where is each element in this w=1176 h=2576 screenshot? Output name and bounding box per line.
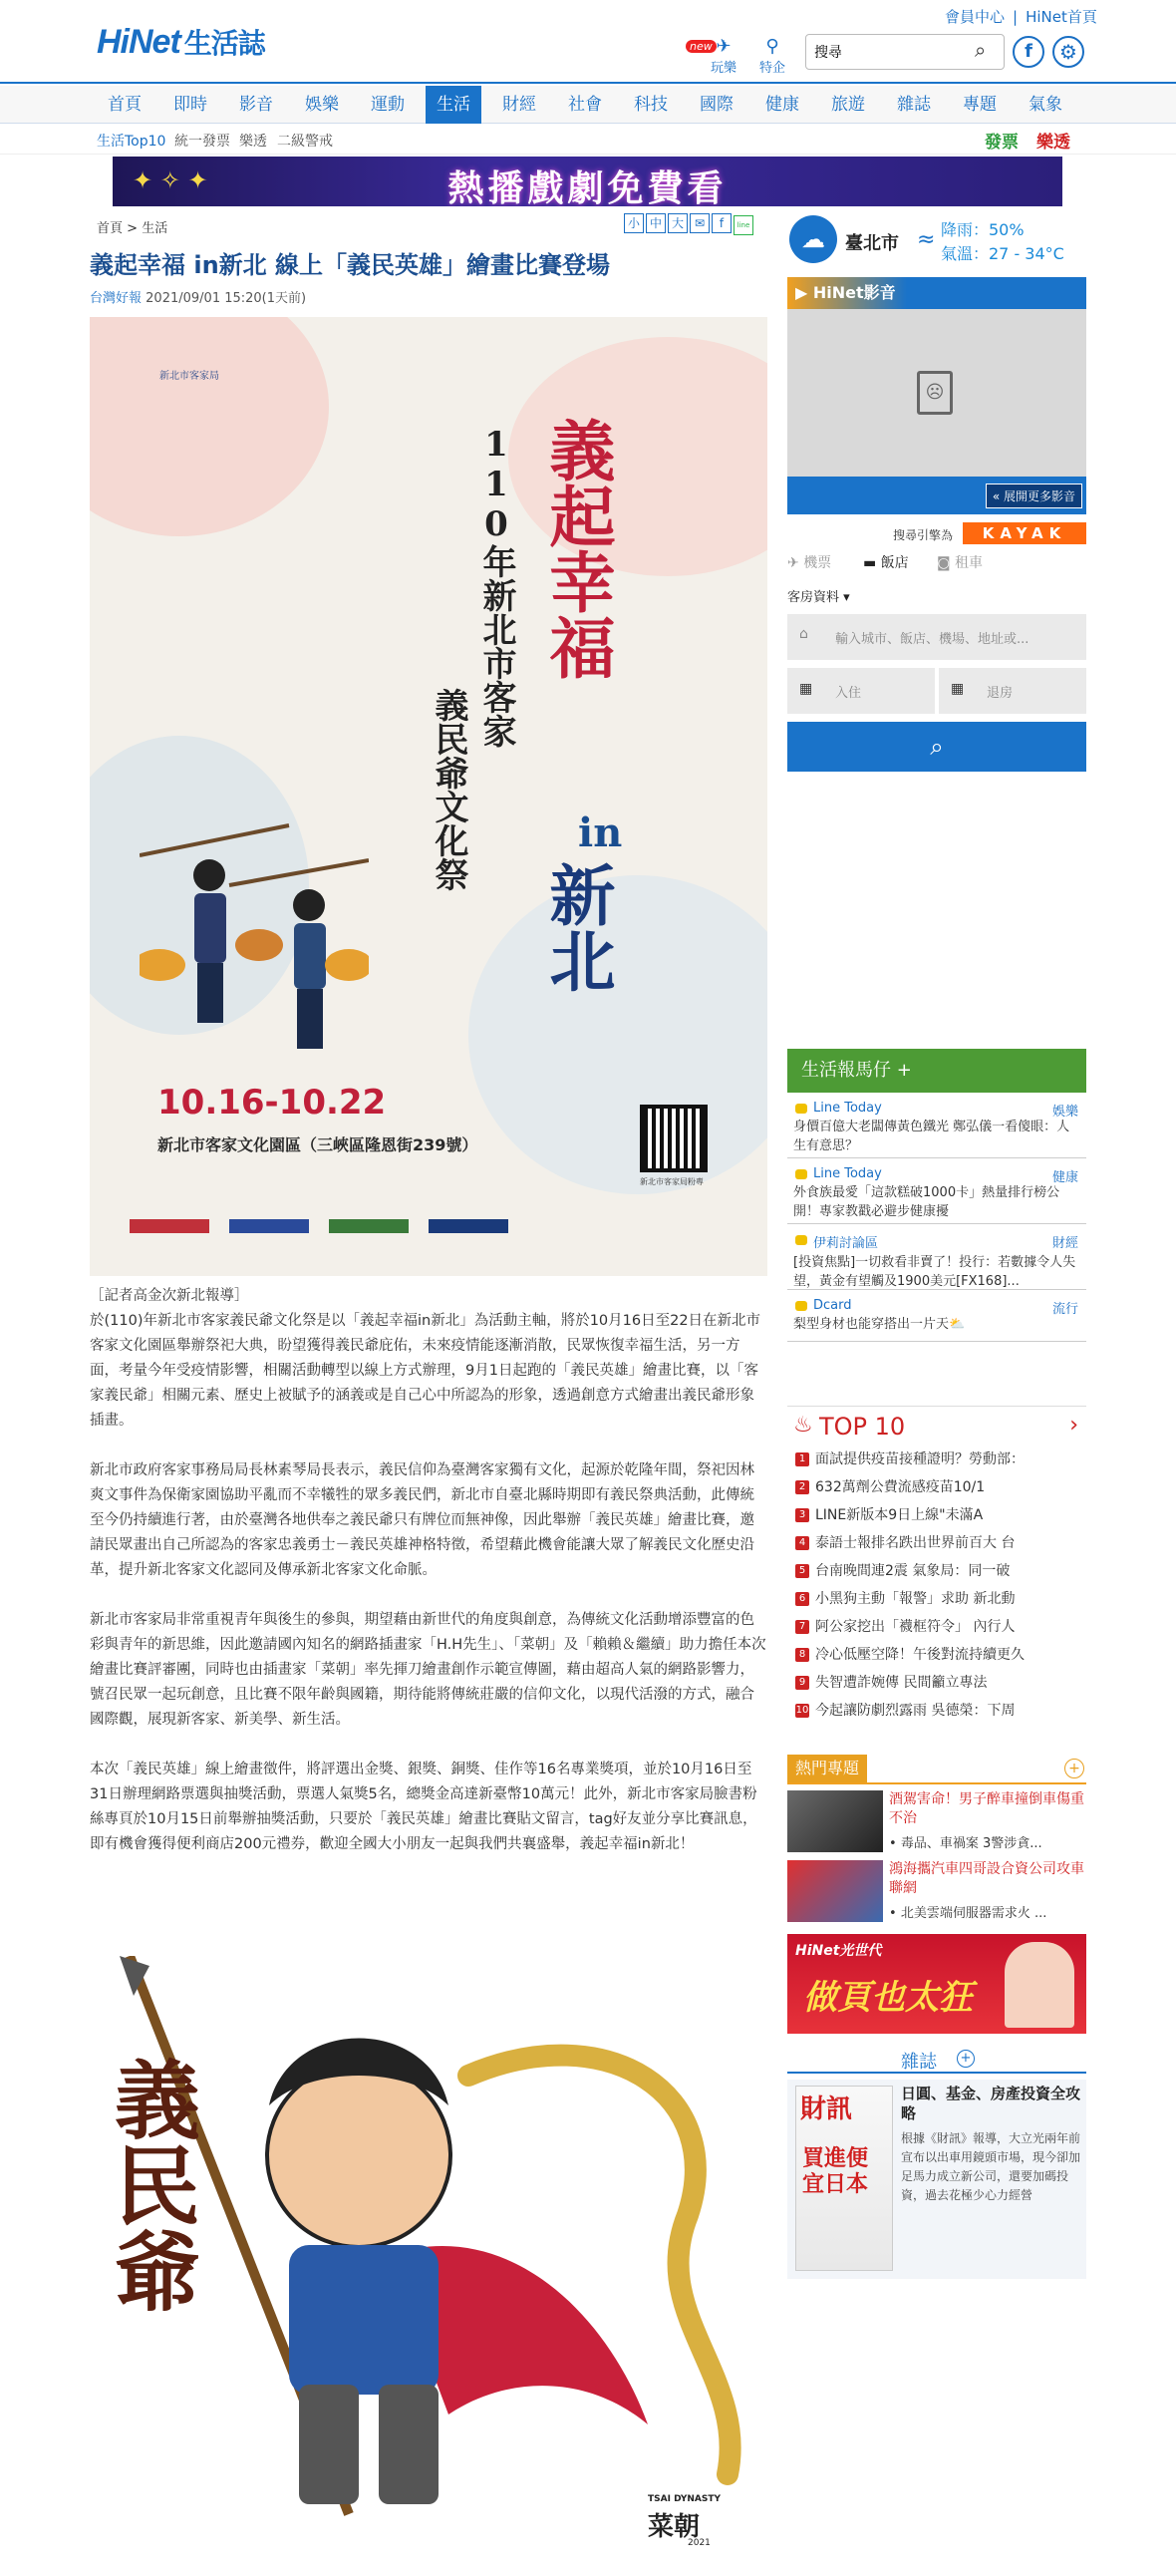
poster-sponsor-logos (130, 1214, 728, 1238)
illus-year: 2021 (688, 2538, 711, 2548)
top10-text: LINE新版本9日上線"未滿A (815, 1507, 984, 1523)
news-source: 伊莉討論區 (793, 1232, 1080, 1251)
rank-badge: 10 (795, 1705, 809, 1716)
more-videos-button[interactable]: « 展開更多影音 (986, 483, 1082, 508)
poster-org: 新北市客家局 (159, 371, 219, 382)
nav-item-intl[interactable]: 國際 (700, 95, 734, 115)
illus-signature: 菜朝 (648, 2512, 701, 2542)
breadcrumb-home[interactable]: 首頁 (97, 221, 124, 236)
top-links: 會員中心 | HiNet首頁 (945, 8, 1097, 26)
flame-icon: ♨ (793, 1413, 813, 1438)
search-icon: ⌕ (930, 733, 944, 761)
hot-topics-panel (787, 1755, 1086, 1930)
play-label: 玩樂 (710, 61, 736, 76)
news-text: [投資焦點]一切救看非賣了！投行：若數據令人失望，黃金有望觸及1900美元[FX168]... (793, 1255, 1076, 1289)
cars-label: 租車 (955, 555, 984, 571)
article-paragraph: 本次「義民英雄」線上繪畫徵件，將評選出金獎、銀獎、銅獎、佳作等16名專業獎項，並於10月16日至31日辦理網路票選與抽獎活動，票選人氣獎5名，總獎金高達新臺幣10萬元！此外，新北市客家局臉書粉絲專頁於10月15日前舉辦抽獎活動，只要於「義民英雄」繪畫比賽貼文留言，tag好友並分享比賽訊息，即有機會獲得便利商店200元禮券，歡迎全國大小朋友一起與我們共襄盛舉，義起幸福in新北！ (90, 1762, 757, 1852)
list-item[interactable] (787, 1613, 1086, 1641)
illus-sig-sub: TSAI DYNASTY (648, 2494, 722, 2504)
weather-city: 臺北市 (845, 233, 899, 254)
waves-icon: ≈ (917, 227, 936, 252)
top10-text: 泰語士報排名跌出世界前百大 台 (815, 1535, 1016, 1551)
logo-subtext: 生活誌 (183, 28, 265, 59)
poster-title-2: 新北 (538, 861, 616, 993)
play-link[interactable] (706, 36, 741, 76)
hotels-label: 飯店 (880, 555, 909, 571)
cars-tab[interactable] (937, 552, 983, 572)
special-label: 特企 (758, 61, 785, 76)
flights-tab[interactable] (787, 552, 831, 572)
nav-item-ent[interactable]: 娛樂 (305, 95, 339, 115)
location-icon: ⌂ (799, 626, 808, 642)
top10-text: 失智遭詐婉傳 民間籲立專法 (815, 1675, 988, 1691)
list-item[interactable] (787, 1557, 1086, 1585)
poster-figures-illustration (140, 815, 369, 1075)
hot-topic-thumbnail (787, 1860, 883, 1922)
special-link[interactable] (754, 36, 790, 76)
qr-code[interactable] (640, 1105, 708, 1172)
rank-badge: 5 (795, 1564, 809, 1578)
article-datetime: 2021/09/01 15:20(1天前) (146, 291, 307, 306)
banner-text: 熱播戲劇免費看 (447, 168, 728, 206)
rank-badge: 2 (795, 1480, 809, 1494)
popcorn-icon: ✦ ✧ ✦ (133, 166, 208, 194)
guest-label: 客房資料 (787, 590, 840, 605)
poster-decor (90, 317, 329, 536)
kayak-search-widget (787, 522, 1086, 782)
video-header (787, 277, 1086, 309)
weather-rain: 降雨：50% (941, 220, 1025, 239)
hot-topic-headline: 酒駕害命！男子醉車撞倒車傷重不治 (889, 1791, 1084, 1826)
bullet-icon: • (889, 1836, 901, 1851)
breadcrumb-life[interactable]: 生活 (142, 221, 168, 236)
nav-item-finance[interactable]: 財經 (502, 95, 536, 115)
article-body (90, 1284, 767, 1882)
line-share-icon[interactable]: line (734, 215, 753, 235)
magazine-item[interactable] (787, 2080, 1086, 2279)
news-text: 身價百億大老闆傳黃色鐵光 鄭弘儀一看傻眼：人生有意思？ (793, 1120, 1070, 1153)
breadcrumb-sep: > (127, 221, 139, 236)
logo-text: HiNet (97, 23, 180, 61)
list-item[interactable] (787, 1093, 1086, 1158)
list-item[interactable] (787, 1473, 1086, 1501)
magazine-header (787, 2044, 1086, 2074)
news-category: 健康 (1051, 1170, 1078, 1185)
subnav-top10[interactable]: 生活Top10 (97, 134, 166, 150)
ad2-person (1005, 1942, 1074, 2028)
nav-item-weather[interactable]: 氣象 (1029, 95, 1062, 115)
gear-icon[interactable]: ⚙ (1052, 36, 1084, 68)
hot-topic-thumbnail (787, 1790, 883, 1852)
rank-badge: 8 (795, 1648, 809, 1662)
top10-text: 冷心低壓空降！午後對流持續更久 (815, 1647, 1025, 1663)
rank-badge: 3 (795, 1508, 809, 1522)
poster-decor (468, 875, 767, 1194)
mail-icon[interactable]: ✉ (690, 213, 710, 233)
facebook-icon[interactable]: f (1013, 36, 1044, 68)
subnav-lottery[interactable]: 樂透 (239, 134, 267, 150)
news-category: 流行 (1051, 1302, 1078, 1317)
hot-topic-sub (889, 1902, 1086, 1921)
nav-item-home[interactable]: 首頁 (108, 95, 142, 115)
hot-topic-headline: 鴻海攜汽車四哥設合資公司攻車聯網 (889, 1861, 1084, 1896)
hot-topic-sub-text: 北美雲端伺服器需求火 ... (900, 1906, 1047, 1921)
hot-topics-title: 熱門專題 (787, 1755, 867, 1782)
poster-subtitle-1: 110年新北市客家 (476, 425, 516, 748)
rank-badge: 9 (795, 1676, 809, 1690)
chevron-right-icon[interactable]: › (1069, 1413, 1078, 1438)
ad2-main: 做頁也太狂 (803, 1978, 973, 2018)
cover-brand: 財訊 (800, 2094, 853, 2124)
sub-nav (0, 125, 1176, 155)
magazine-cover (795, 2086, 893, 2271)
main-nav (0, 86, 1176, 124)
list-item[interactable] (787, 1290, 1086, 1342)
poster-title-1: 義起幸福 (538, 417, 616, 680)
poster-subtitle-2: 義民爺文化祭 (429, 688, 468, 891)
illus-big-text: 義民爺 (100, 2056, 200, 2313)
video-title: HiNet影音 (812, 283, 896, 302)
calendar-icon: ▦ (951, 681, 965, 697)
ad2-top: HiNet光世代 (795, 1943, 882, 1959)
yimin-hero-illustration (90, 1956, 767, 2576)
checkout-label: 退房 (987, 686, 1014, 701)
font-small-button[interactable]: 小 (624, 213, 644, 233)
poster-title-in: in (578, 809, 623, 856)
magazine-panel (787, 2044, 1086, 2279)
list-item[interactable] (787, 1790, 1086, 1860)
top10-text: 今起讓防劇烈露雨 吳德榮：下周 (815, 1703, 1016, 1719)
top10-header (787, 1406, 1086, 1446)
play-icon: ▶ (795, 283, 813, 302)
top10-panel (787, 1406, 1086, 1725)
destination-field[interactable] (787, 614, 1086, 660)
lottery-logo[interactable]: 樂透 (1036, 133, 1070, 153)
invoice-logo[interactable]: 發票 (985, 133, 1019, 153)
hot-topic-sub (889, 1832, 1086, 1851)
plane-icon: ✈ (787, 555, 804, 571)
nav-item-tech[interactable]: 科技 (634, 95, 668, 115)
article-source[interactable]: 台灣好報 (90, 291, 143, 306)
subnav-alert[interactable]: 二級警戒 (277, 134, 333, 150)
kayak-logo[interactable]: KAYAK (963, 522, 1086, 544)
list-item[interactable] (787, 1446, 1086, 1473)
cover-headline: 買進便宜日本 (802, 2146, 869, 2197)
top10-text: 面試提供疫苗接種證明？勞動部： (815, 1451, 1025, 1467)
article-paragraph: 新北市政府客家事務局局長林素琴局長表示，義民信仰為臺灣客家獨有文化，起源於乾隆年間，祭祀因林爽文事件為保衛家園協助平亂而不幸犧牲的眾多義民們，新北市自臺北縣時期即有義民祭典活動，此傳統至今仍持續進行著，由於臺灣各地供奉之義民爺只有牌位而無神像，因此舉辦「義民英雄」繪畫比賽，邀請民眾畫出自己所認為的客家忠義勇士－義民英雄神格特徵，希望藉此機會能讓大眾了解義民文化歷史沿革，提升新北客家文化認同及傳承新北客家文化命脈。 (90, 1462, 754, 1578)
nav-item-sport[interactable]: 運動 (371, 95, 405, 115)
facebook-share-icon[interactable]: f (712, 213, 732, 233)
top10-text: 阿公家挖出「襪框符令」 內行人 (815, 1619, 1016, 1635)
checkin-label: 入住 (835, 686, 862, 701)
nav-item-video[interactable]: 影音 (239, 95, 273, 115)
list-item[interactable] (787, 1669, 1086, 1697)
news-source: Line Today (793, 1166, 1080, 1181)
checkout-field[interactable] (939, 668, 1086, 714)
drama-ad-banner[interactable] (113, 157, 1062, 206)
guest-selector[interactable]: 客房資料 ▾ (787, 590, 850, 605)
magazine-headline: 日圓、基金、房產投資全攻略 (901, 2085, 1081, 2122)
site-logo[interactable] (97, 22, 265, 62)
list-item[interactable] (787, 1529, 1086, 1557)
nav-item-topics[interactable]: 專題 (963, 95, 997, 115)
top10-title: TOP 10 (819, 1413, 906, 1441)
plus-icon[interactable]: + (1064, 1759, 1084, 1778)
destination-placeholder: 輸入城市、飯店、機場、地址或... (835, 632, 1029, 647)
rank-badge: 6 (795, 1592, 809, 1606)
plane-icon: ✈ (716, 36, 732, 57)
bullet-icon: • (889, 1906, 901, 1921)
top10-text: 632萬劑公費流感疫苗10/1 (815, 1479, 986, 1495)
kayak-search-button[interactable] (787, 722, 1086, 772)
site-header (0, 0, 1176, 84)
top10-text: 台南晚間連2震 氣象局：同一破 (815, 1563, 1011, 1579)
nav-item-health[interactable]: 健康 (765, 95, 799, 115)
article-meta (90, 287, 306, 306)
hot-topics-header (787, 1755, 1086, 1784)
poster-dates: 10.16-10.22 (157, 1083, 387, 1123)
top10-text: 小黑狗主動「報警」求助 新北動 (815, 1591, 1016, 1607)
cloud-rain-icon: ☁ (789, 215, 837, 263)
article-paragraph: 新北市客家局非常重視青年與後生的參與，期望藉由新世代的角度與創意，為傳統文化活動增添豐富的色彩與青年的新思維，因此邀請國內知名的網路插畫家「H.H先生」、「菜朝」及「賴賴＆繼續」助力擔任本次繪畫比賽評審團，同時也由插畫家「菜朝」率先揮刀繪畫創作示範宣傳圖，藉由超高人氣的網路影響力，號召民眾一起玩創意，且比賽不限年齡與國籍，期待能將傳統莊嚴的信仰文化，以現代活潑的方式，融合國際觀，展現新客家、新美學、新生活。 (90, 1612, 766, 1728)
qr-caption: 新北市客家局粉專 (640, 1177, 704, 1186)
rank-badge: 4 (795, 1536, 809, 1550)
new-badge: new (686, 40, 717, 53)
list-item[interactable] (787, 1641, 1086, 1669)
hinet-fiber-ad[interactable] (787, 1934, 1086, 2034)
font-medium-button[interactable]: 中 (646, 213, 666, 233)
checkin-field[interactable] (787, 668, 935, 714)
nav-item-society[interactable]: 社會 (568, 95, 602, 115)
broken-document-icon: ☹ (917, 371, 953, 415)
magazine-summary: 根據《財訊》報導，大立光兩年前宣布以出車用鏡頭市場，現今卻加足馬力成立新公司，還要加碼投資，過去花極少心力經營 (901, 2131, 1081, 2202)
news-category: 財經 (1051, 1236, 1078, 1251)
magazine-title: 雜誌 (901, 2052, 937, 2073)
share-bar (622, 213, 753, 235)
hotels-tab[interactable] (863, 552, 909, 572)
news-source: Line Today (793, 1101, 1080, 1116)
nav-item-travel[interactable]: 旅遊 (831, 95, 865, 115)
nav-item-life[interactable]: 生活 (426, 86, 481, 124)
life-news-panel (787, 1049, 1086, 1342)
poster-venue: 新北市客家文化園區（三峽區隆恩街239號） (157, 1135, 478, 1154)
list-item[interactable] (787, 1860, 1086, 1930)
kayak-powered: 搜尋引擎為 (893, 528, 954, 542)
life-news-header[interactable]: 生活報馬仔 + (787, 1049, 1086, 1093)
flights-label: 機票 (803, 555, 832, 571)
car-icon: ◙ (937, 555, 956, 571)
news-category: 娛樂 (1051, 1105, 1078, 1120)
article-paragraph: ［記者高金次新北報導］ (90, 1288, 249, 1304)
breadcrumb (97, 217, 167, 236)
rank-badge: 1 (795, 1452, 809, 1466)
calendar-icon: ▦ (799, 681, 813, 697)
list-item[interactable] (787, 1585, 1086, 1613)
list-item[interactable] (787, 1224, 1086, 1290)
hinet-video-widget (787, 277, 1086, 514)
subnav-invoice[interactable]: 統一發票 (174, 134, 230, 150)
article-title: 義起幸福 in新北 線上「義民英雄」繪畫比賽登場 (90, 251, 611, 279)
nav-item-live[interactable]: 即時 (173, 95, 207, 115)
news-text: 梨型身材也能穿搭出一片天⛅ (793, 1317, 966, 1332)
article-paragraph: 於(110)年新北市客家義民爺文化祭是以「義起幸福in新北」為活動主軸，將於10月16日至22日在新北市客家文化園區舉辦祭祀大典，盼望獲得義民爺庇佑，未來疫情能逐漸消散，民眾恢復幸福生活，另一方面，考量今年受疫情影響，相關活動轉型以線上方式辦理，9月1日起跑的「義民英雄」繪畫比賽，以「客家義民爺」相關元素、歷史上被賦予的涵義或是自己心中所認為的形象，透過創意方式繪畫出義民爺形象插畫。 (90, 1313, 761, 1429)
weather-temp: 氣溫：27 - 34°C (941, 244, 1064, 263)
nav-item-magazine[interactable]: 雜誌 (897, 95, 931, 115)
bed-icon: ▬ (863, 555, 881, 571)
search-icon[interactable]: ⌕ (975, 38, 987, 62)
weather-widget[interactable] (787, 213, 1086, 269)
news-text: 外食族最愛「這款糕破1000卡」熱量排行榜公開！專家教戳必避步健康擾 (793, 1185, 1060, 1219)
font-large-button[interactable]: 大 (668, 213, 688, 233)
rank-badge: 7 (795, 1620, 809, 1634)
list-item[interactable] (787, 1501, 1086, 1529)
list-item[interactable] (787, 1158, 1086, 1224)
member-center-link[interactable]: 會員中心 (945, 8, 1006, 26)
hinet-home-link[interactable]: HiNet首頁 (1026, 8, 1097, 26)
event-poster (90, 317, 767, 1276)
list-item[interactable] (787, 1697, 1086, 1725)
hot-topic-sub-text: 毒品、車禍案 3警涉貪... (900, 1836, 1042, 1851)
plus-icon[interactable]: + (957, 2050, 975, 2068)
news-source: Dcard (793, 1298, 1080, 1313)
pin-icon: ⚲ (765, 36, 779, 57)
